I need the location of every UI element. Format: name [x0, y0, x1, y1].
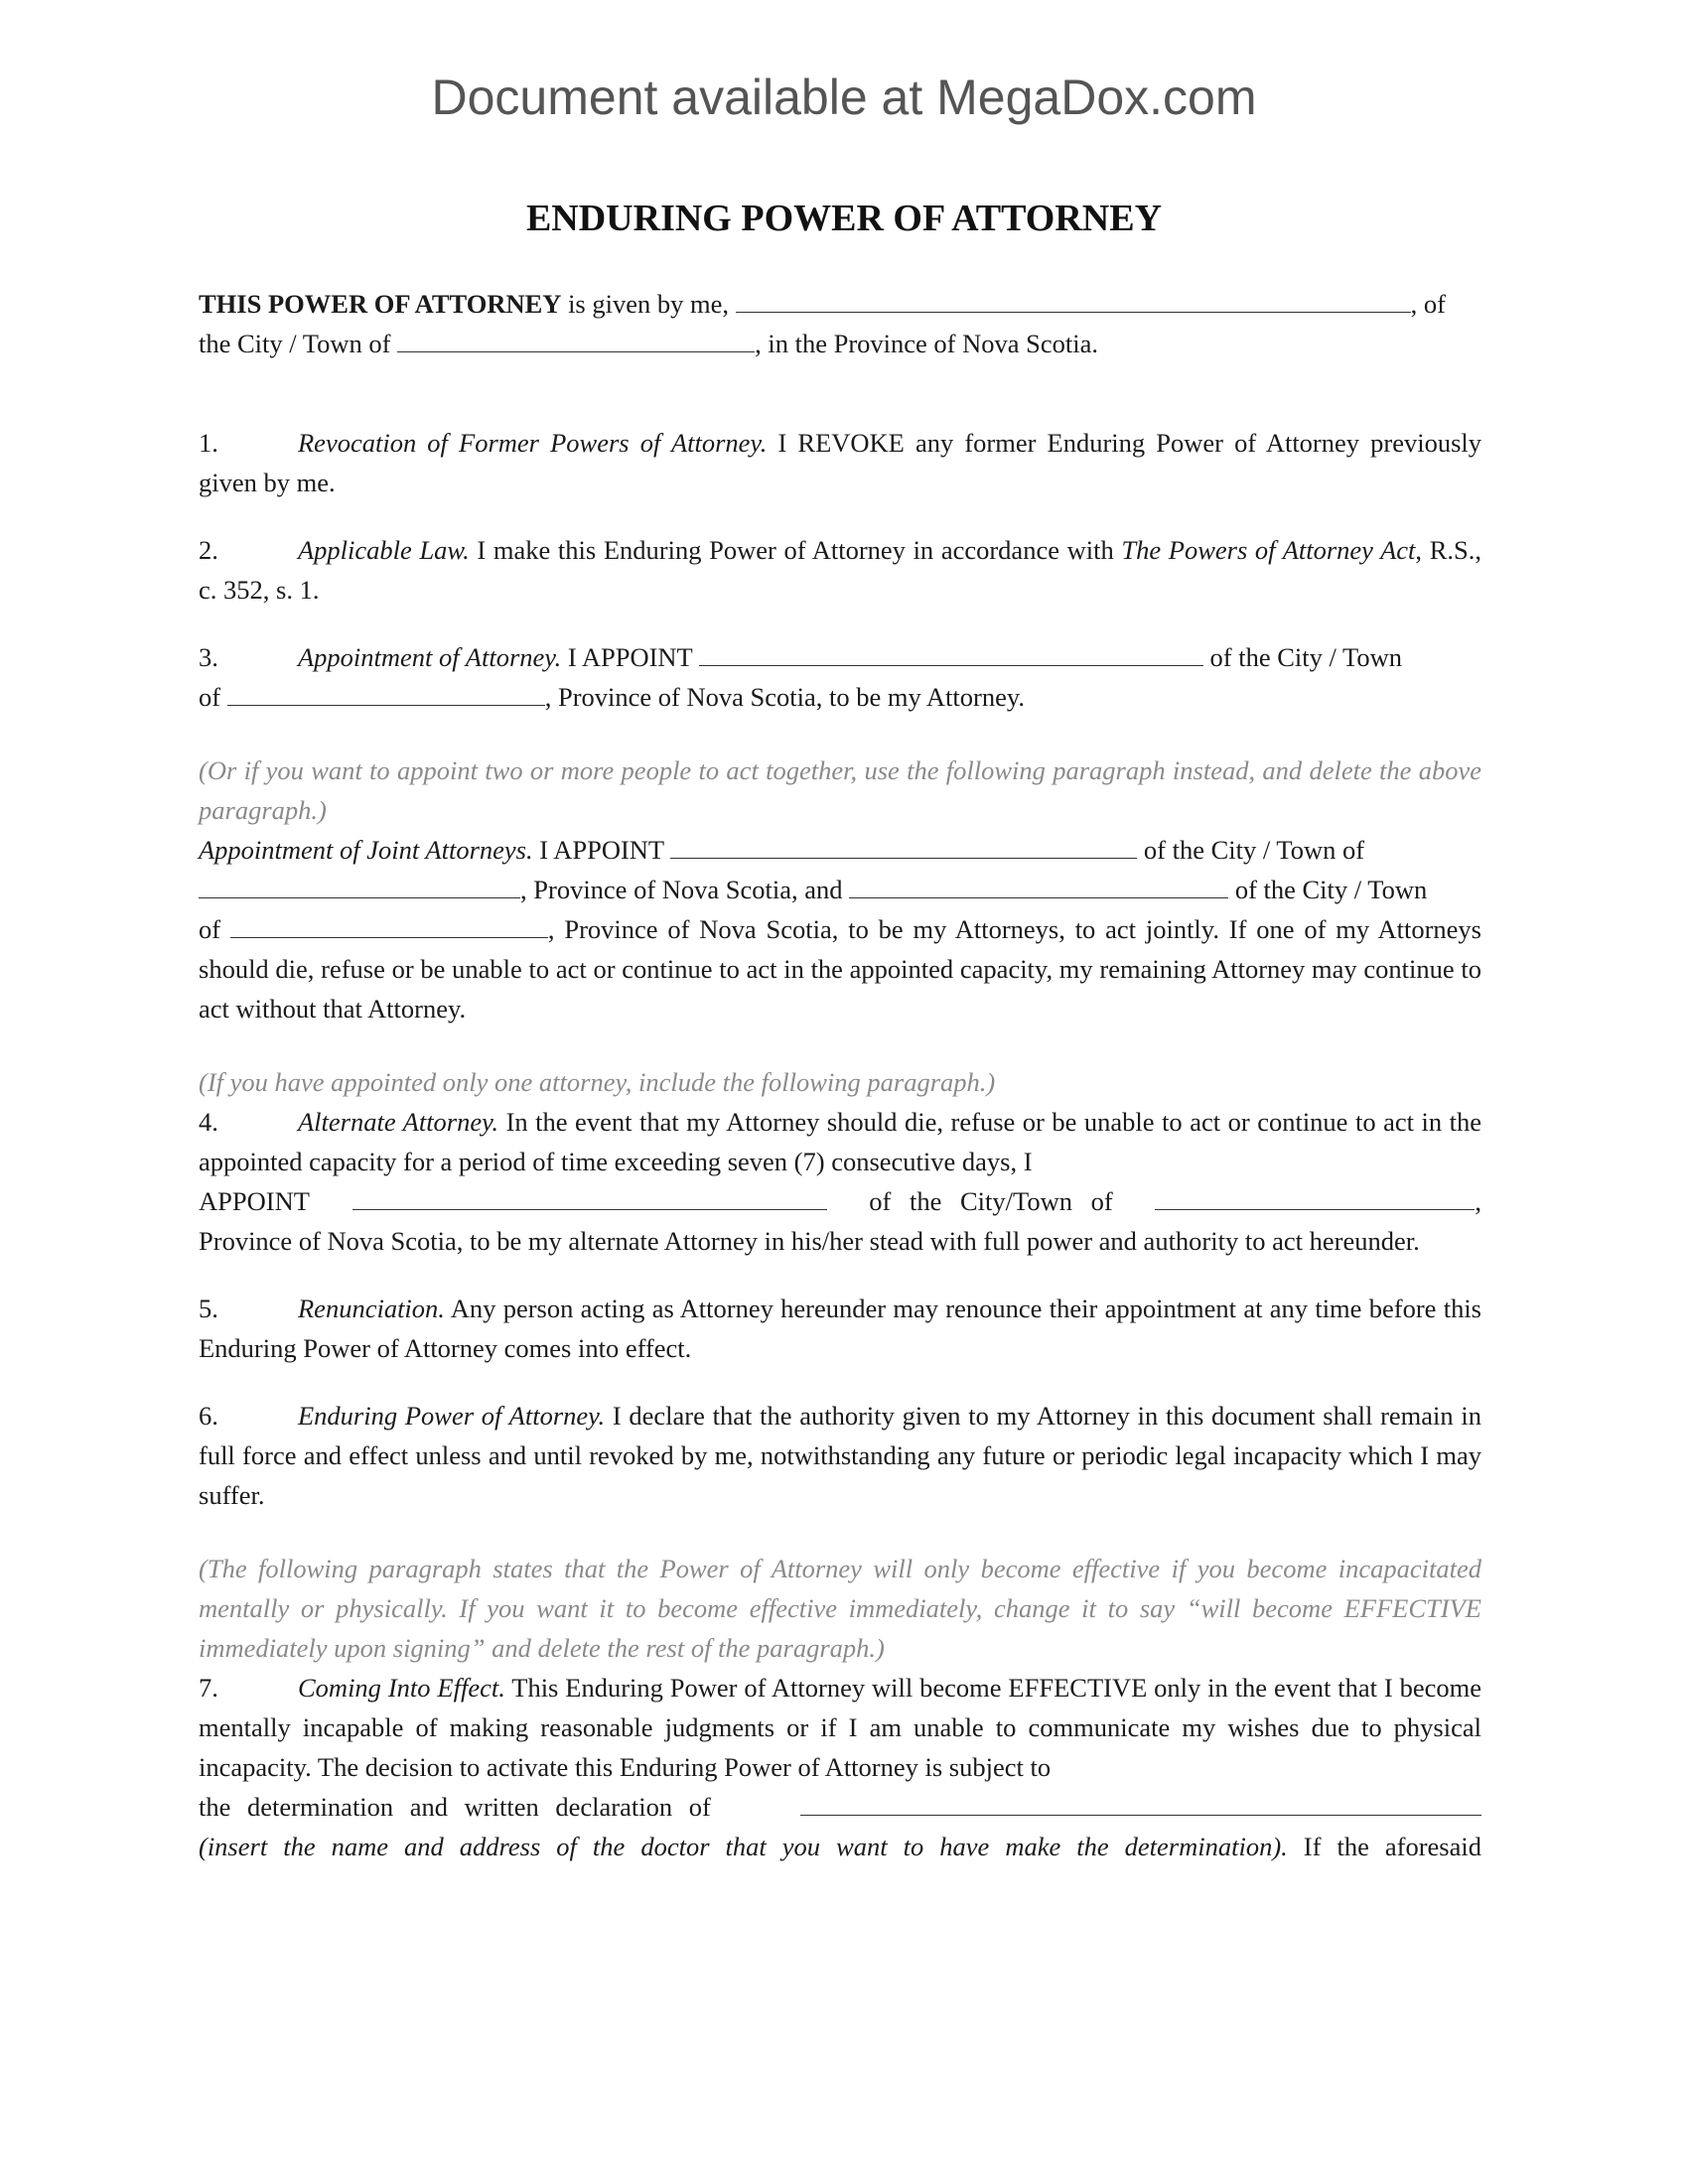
section-3	[199, 637, 1481, 717]
statute-name: The Powers of Attorney Act	[1121, 535, 1416, 565]
attorney-name-field[interactable]	[699, 639, 1203, 666]
joint-attorney-1-city-field[interactable]	[199, 872, 520, 898]
section-text: I declare that the authority given to my Attorney in this document shall remain in full force and effect unless and until revoked by me, notwithstanding any future or periodic legal incapacity which I may suffer.	[199, 1401, 1481, 1510]
section-number: 6.	[199, 1401, 218, 1431]
instruction-text: (insert the name and address of the doctor that you want to have make the determination).	[199, 1832, 1288, 1861]
attorney-city-field[interactable]	[227, 679, 545, 706]
section-text: , Province of Nova Scotia, to be my Attorney.	[544, 682, 1025, 712]
joint-attorneys-paragraph	[199, 830, 1481, 1028]
joint-attorney-2-city-field[interactable]	[230, 911, 548, 938]
document-title: ENDURING POWER OF ATTORNEY	[525, 198, 1163, 239]
section-number: 5.	[199, 1294, 218, 1323]
section-number: 2.	[199, 535, 218, 565]
section-heading: Appointment of Joint Attorneys.	[199, 835, 533, 865]
alternate-attorney-note: (If you have appointed only one attorney, include the following paragraph.)	[199, 1067, 996, 1097]
alternate-attorney-city-field[interactable]	[1155, 1183, 1475, 1210]
section-6	[199, 1396, 1481, 1515]
intro-text: , of	[1410, 289, 1446, 319]
section-1	[199, 423, 1481, 502]
section-text: Any person acting as Attorney hereunder may renounce their appointment at any time before this Enduring Power of Attorney comes into effect.	[199, 1294, 1481, 1363]
section-heading: Revocation of Former Powers of Attorney.	[298, 428, 768, 458]
intro-lead: THIS POWER OF ATTORNEY	[199, 289, 562, 319]
document-body	[199, 284, 1481, 1866]
alternate-attorney-row	[199, 1181, 1481, 1221]
section-heading: Renunciation.	[298, 1294, 445, 1323]
section-text: of	[199, 682, 227, 712]
section-text: This Enduring Power of Attorney will become EFFECTIVE only in the event that I become mentally incapable of making reasonable judgments or if I am unable to communicate my wishes due to physical incapacity. The decision to activate this Enduring Power of Attorney is subject to	[199, 1673, 1482, 1782]
doctor-declaration-row	[199, 1787, 1481, 1827]
section-text: I APPOINT	[561, 642, 699, 672]
section-7-tail	[199, 1827, 1481, 1866]
section-number: 7.	[199, 1673, 218, 1703]
joint-attorney-1-name-field[interactable]	[670, 832, 1137, 859]
effective-date-note: (The following paragraph states that the Power of Attorney will only become effective if you become incapacitated mentally or physically. If you want it to become effective immediately, change it to say “will become EFFECTIVE immediately upon signing” and delete the rest of the paragraph.)	[199, 1554, 1481, 1663]
section-heading: Alternate Attorney.	[298, 1107, 499, 1137]
intro-text: the City / Town of	[199, 329, 398, 358]
section-heading: Coming Into Effect.	[298, 1673, 505, 1703]
doctor-name-field[interactable]	[800, 1789, 1481, 1816]
source-banner: Document available at MegaDox.com	[431, 69, 1257, 125]
section-text: , Province of Nova Scotia, to be my Attorneys, to act jointly. If one of my Attorneys should die, refuse or be unable to act or continue to act in the appointed capacity, my remaining Attorney may continue to act without that Attorney.	[199, 914, 1481, 1024]
section-7-lead	[199, 1668, 1481, 1787]
section-text: , R.S., c. 352, s. 1.	[199, 535, 1481, 605]
intro-text: is given by me,	[561, 289, 736, 319]
intro-paragraph	[199, 284, 1481, 363]
section-text: the determination and written declaration of	[199, 1792, 711, 1822]
section-number: 1.	[199, 428, 218, 458]
section-7	[199, 1668, 1481, 1866]
grantor-name-field[interactable]	[736, 286, 1411, 313]
section-heading: Appointment of Attorney.	[298, 642, 562, 672]
section-2	[199, 530, 1481, 610]
intro-text: , in the Province of Nova Scotia.	[755, 329, 1098, 358]
section-text: I make this Enduring Power of Attorney in accordance with	[469, 535, 1122, 565]
joint-attorney-2-name-field[interactable]	[849, 872, 1228, 898]
section-text: ,	[1475, 1186, 1481, 1216]
section-number: 3.	[199, 642, 218, 672]
section-text: of the City / Town of	[1137, 835, 1365, 865]
section-number: 4.	[199, 1107, 218, 1137]
section-text: of the City / Town	[1228, 875, 1428, 904]
section-text: I REVOKE any former Enduring Power of Attorney previously given by me.	[199, 428, 1481, 497]
section-4	[199, 1102, 1481, 1261]
section-heading: Applicable Law.	[298, 535, 470, 565]
section-4-tail: Province of Nova Scotia, to be my alternate Attorney in his/her stead with full power and authority to act hereunder.	[199, 1226, 1420, 1256]
section-text: of	[199, 914, 230, 944]
section-text: APPOINT	[199, 1186, 310, 1216]
section-text: , Province of Nova Scotia, and	[520, 875, 850, 904]
section-text: of the City/Town of	[869, 1186, 1113, 1216]
section-text: of the City / Town	[1202, 642, 1402, 672]
section-5	[199, 1289, 1481, 1368]
section-heading: Enduring Power of Attorney.	[298, 1401, 606, 1431]
joint-attorneys-note: (Or if you want to appoint two or more people to act together, use the following paragraph instead, and delete the above paragraph.)	[199, 755, 1481, 825]
alternate-attorney-name-field[interactable]	[352, 1183, 827, 1210]
section-4-lead	[199, 1102, 1481, 1181]
grantor-city-field[interactable]	[397, 326, 755, 352]
section-text: I APPOINT	[532, 835, 671, 865]
section-text: In the event that my Attorney should die, refuse or be unable to act or continue to act in the appointed capacity for a period of time exceeding seven (7) consecutive days, I	[199, 1107, 1481, 1176]
section-text: If the aforesaid	[1287, 1832, 1481, 1861]
